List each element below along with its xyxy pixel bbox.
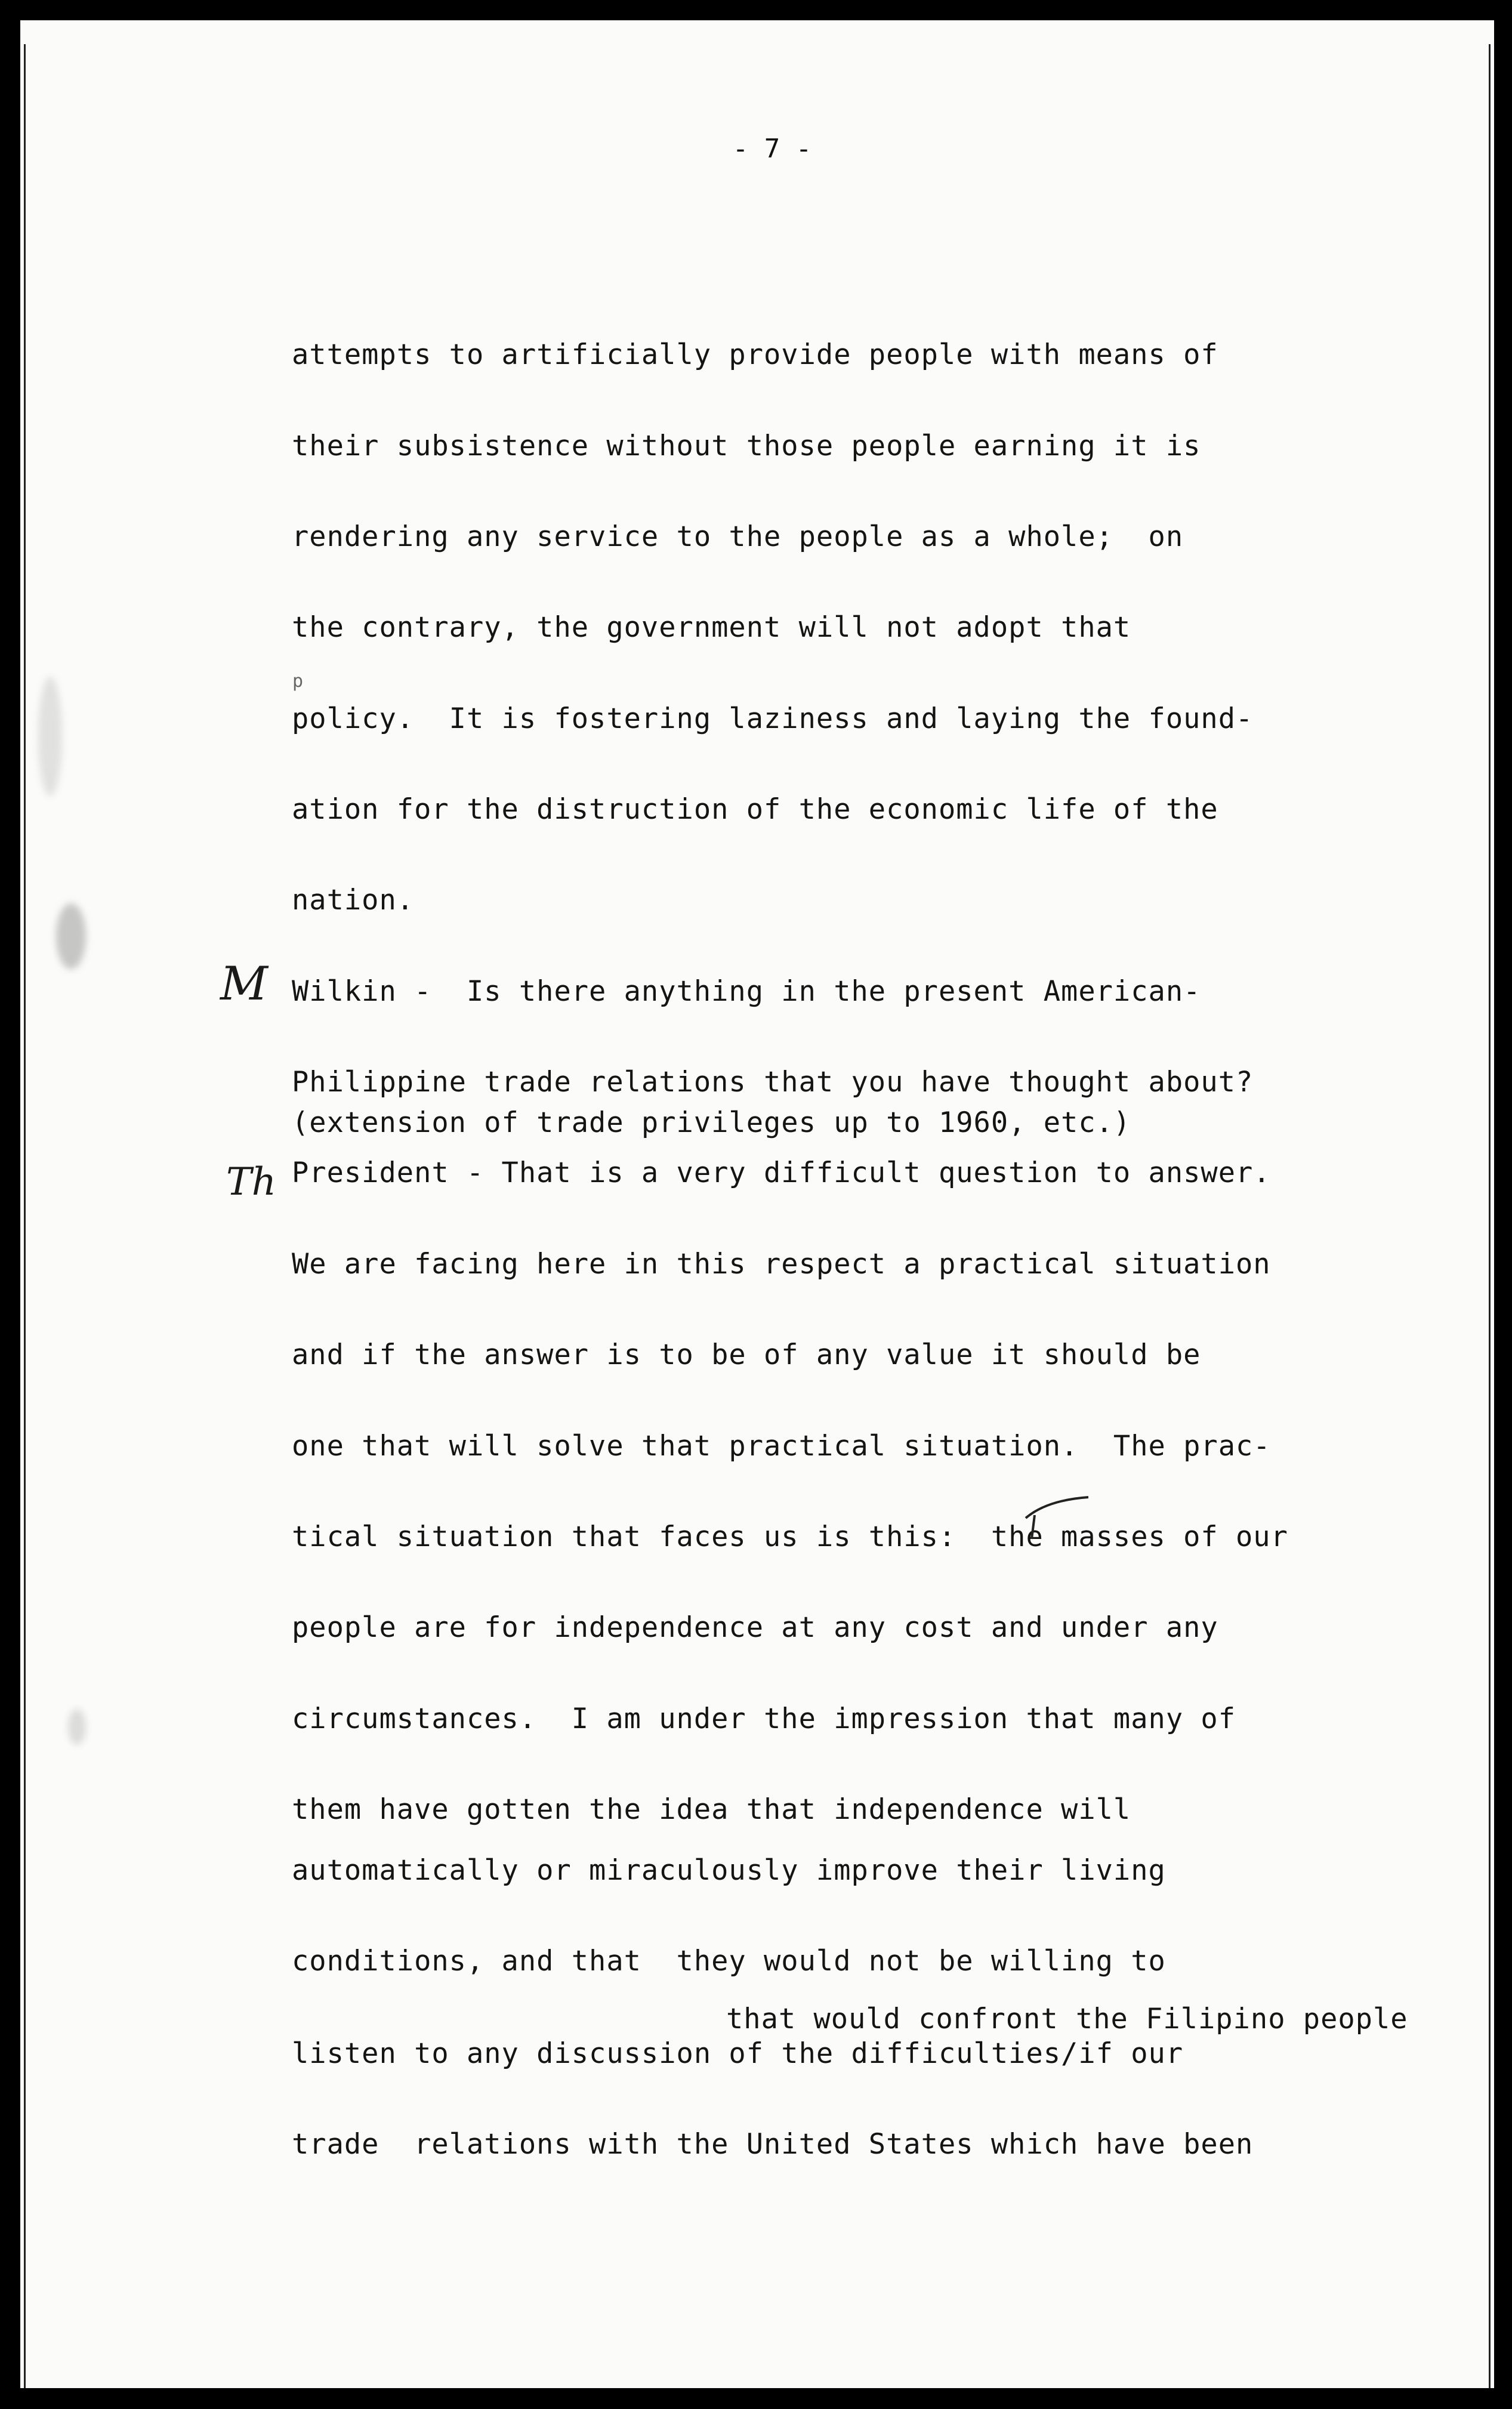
- text-line: tical situation that faces us is this: the masses of our: [292, 1520, 1288, 1553]
- margin-note-th: Th: [226, 1160, 276, 1204]
- text-line: ation for the distruction of the economic life of the: [292, 793, 1218, 826]
- text-line: automatically or miraculously improve their living: [292, 1854, 1166, 1887]
- text-line: one that will solve that practical situation. The prac-: [292, 1430, 1271, 1463]
- handwritten-caret-mark: [1023, 1494, 1094, 1548]
- text-line: listen to any discussion of the difficulties/if our: [292, 2037, 1184, 2070]
- margin-note-m: M: [220, 957, 268, 1011]
- right-binding-edge: [1489, 44, 1491, 2388]
- text-line: rendering any service to the people as a whole; on: [292, 520, 1184, 553]
- page-number: - 7 -: [732, 134, 812, 164]
- stray-typed-mark: p: [292, 671, 304, 692]
- ink-smudge: [56, 903, 86, 969]
- text-line: policy. It is fostering laziness and laying the found-: [292, 702, 1254, 735]
- text-line: circumstances. I am under the impression that many of: [292, 1702, 1236, 1735]
- text-line: and if the answer is to be of any value it should be: [292, 1338, 1201, 1371]
- text-line: trade relations with the United States which have been: [292, 2128, 1254, 2161]
- text-line: Philippine trade relations that you have thought about?: [292, 1066, 1254, 1099]
- text-line: attempts to artificially provide people with means of: [292, 338, 1218, 371]
- text-line: We are facing here in this respect a practical situation: [292, 1248, 1271, 1281]
- text-line: the contrary, the government will not adopt that: [292, 611, 1131, 644]
- inserted-line: that would confront the Filipino people: [726, 2003, 1408, 2035]
- text-line: people are for independence at any cost and under any: [292, 1611, 1218, 1644]
- text-line: nation.: [292, 884, 415, 917]
- speaker-line-president: President - That is a very difficult question to answer.: [292, 1156, 1271, 1189]
- document-page: [20, 20, 1494, 2388]
- text-line: their subsistence without those people earning it is: [292, 430, 1201, 462]
- speaker-line-wilkin: Wilkin - Is there anything in the present American-: [292, 975, 1201, 1008]
- ink-smudge: [38, 677, 62, 796]
- text-line: conditions, and that they would not be willing to: [292, 1945, 1166, 1978]
- text-line: them have gotten the idea that independence will: [292, 1793, 1131, 1826]
- ink-smudge: [68, 1709, 86, 1745]
- left-binding-edge: [24, 44, 26, 2388]
- handwritten-parenthetical: (extension of trade privileges up to 1960, etc.): [292, 1106, 1131, 1139]
